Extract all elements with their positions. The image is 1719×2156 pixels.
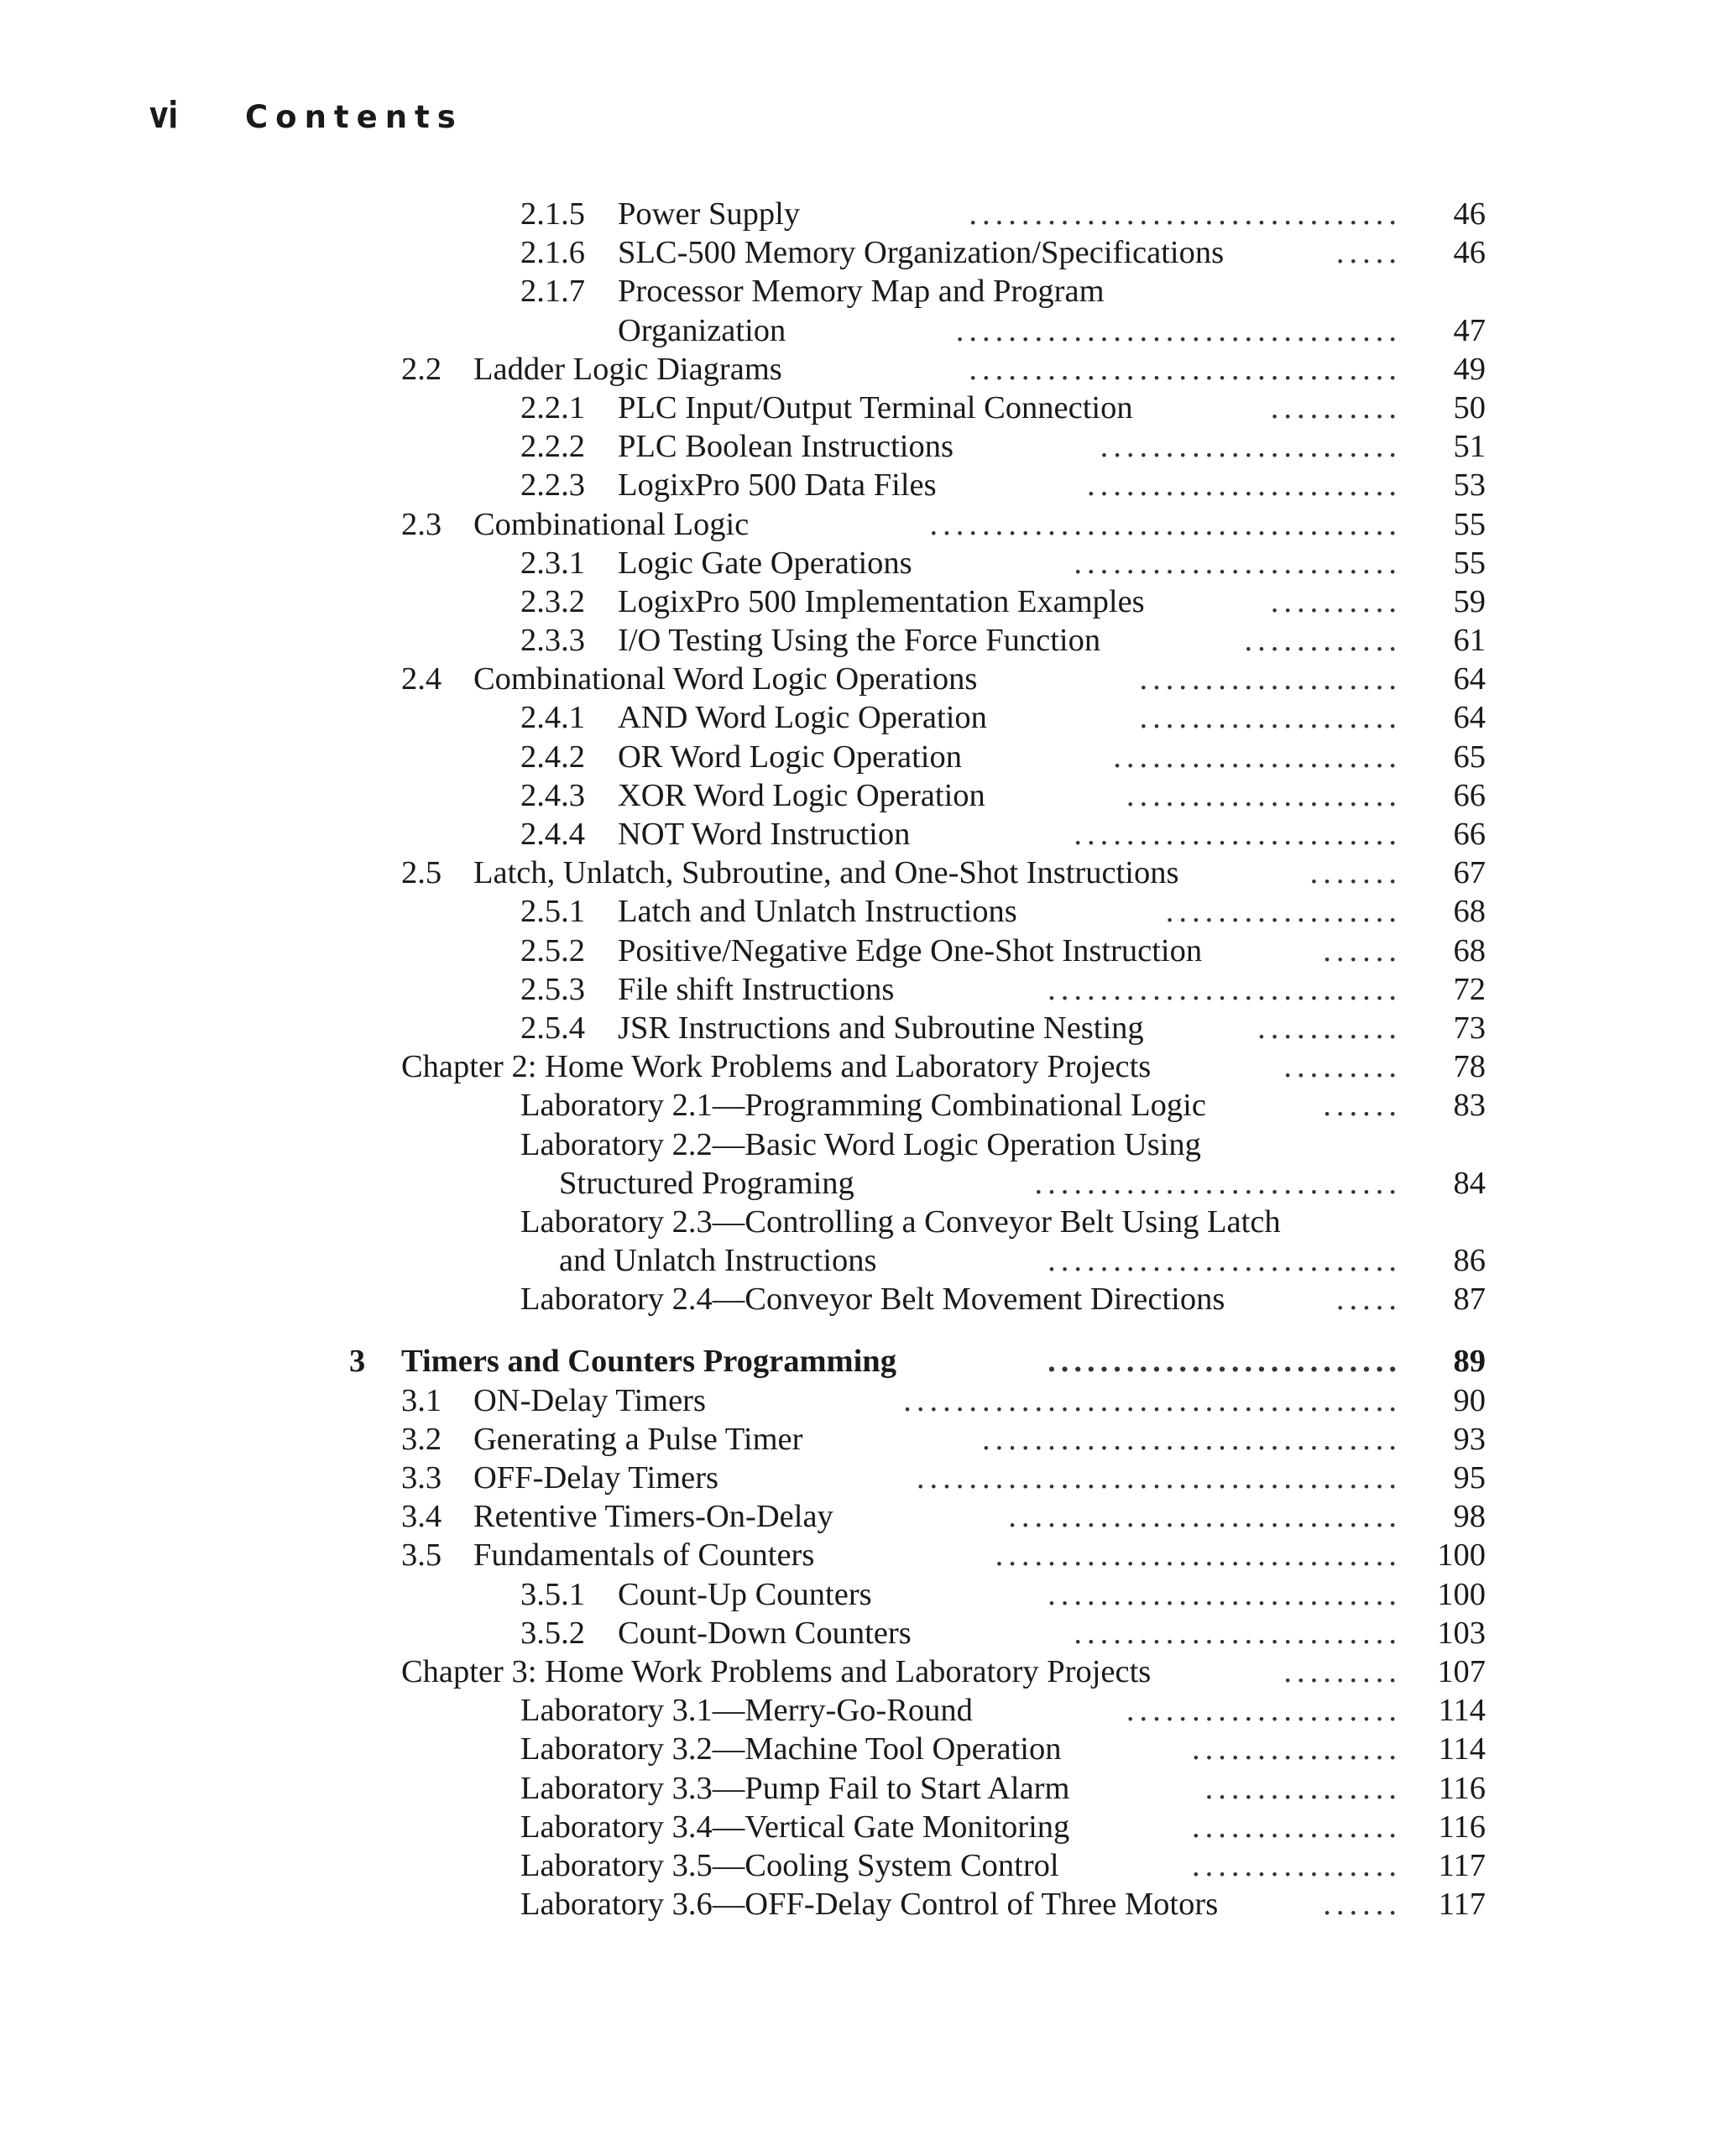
toc-entry-title: Structured Programing: [559, 1165, 854, 1201]
toc-entry[interactable]: [0, 892, 1719, 931]
toc-entry-page: 61: [1453, 623, 1486, 659]
toc-entry[interactable]: [0, 854, 1719, 892]
toc-entry-title: JSR Instructions and Subroutine Nesting: [618, 1010, 1144, 1046]
toc-entry-number: 3.5.2: [520, 1615, 585, 1651]
toc-entry-page: 117: [1438, 1887, 1486, 1923]
toc-entry-page: 83: [1453, 1088, 1486, 1124]
dot-leader: .....: [1335, 1282, 1402, 1318]
toc-entry-title: Laboratory 2.1—Programming Combinational Logic: [520, 1088, 1206, 1124]
toc-entry-title: OR Word Logic Operation: [618, 739, 962, 775]
toc-entry-title: ON-Delay Timers: [473, 1382, 706, 1418]
toc-entry-title: NOT Word Instruction: [618, 817, 911, 852]
toc-entry[interactable]: [0, 311, 1719, 350]
toc-entry[interactable]: [0, 505, 1719, 544]
toc-entry-page: 117: [1438, 1847, 1486, 1883]
toc-entry-title: I/O Testing Using the Force Function: [618, 623, 1101, 659]
dot-leader: ......: [1323, 1088, 1402, 1124]
toc-entry-page: 84: [1453, 1165, 1486, 1201]
toc-entry-number: 2.1.7: [520, 274, 585, 310]
toc-entry-page: 64: [1453, 700, 1486, 736]
toc-entry[interactable]: [0, 1652, 1719, 1691]
dot-leader: .......: [1309, 855, 1402, 891]
toc-entry-title: Processor Memory Map and Program: [618, 274, 1105, 310]
toc-entry-title: SLC-500 Memory Organization/Specifications: [618, 235, 1225, 271]
dot-leader: .........................: [1074, 1615, 1402, 1651]
toc-entry-title: Chapter 3: Home Work Problems and Laboratory Projects: [401, 1653, 1152, 1689]
toc-entry[interactable]: [0, 738, 1719, 776]
toc-entry-page: 98: [1453, 1499, 1486, 1535]
toc-entry[interactable]: [0, 1808, 1719, 1846]
dot-leader: ......: [1323, 932, 1402, 968]
dot-leader: ................................: [982, 1421, 1402, 1457]
toc-entry-title: PLC Boolean Instructions: [618, 429, 954, 465]
toc-entry-title: Timers and Counters Programming: [401, 1344, 896, 1380]
toc-entry-title: Laboratory 2.2—Basic Word Logic Operation Using: [520, 1126, 1201, 1162]
toc-entry[interactable]: [0, 1497, 1719, 1536]
dot-leader: ....................: [1139, 661, 1402, 697]
dot-leader: ...............................: [995, 1537, 1402, 1574]
toc-entry-page: 66: [1453, 777, 1486, 813]
toc-entry-page: 87: [1453, 1282, 1486, 1318]
toc-entry-page: 107: [1437, 1653, 1486, 1689]
toc-entry-number: 2.4.3: [520, 777, 585, 813]
toc-entry-title: Laboratory 3.2—Machine Tool Operation: [520, 1731, 1062, 1767]
toc-entry[interactable]: [0, 1086, 1719, 1125]
toc-entry[interactable]: [0, 815, 1719, 854]
running-head: [149, 94, 463, 137]
toc-entry-title: Power Supply: [618, 196, 801, 232]
toc-entry-page: 46: [1453, 196, 1486, 232]
toc-entry-title: and Unlatch Instructions: [559, 1243, 877, 1279]
dot-leader: ............................: [1034, 1165, 1402, 1201]
dot-leader: ....................: [1139, 700, 1402, 736]
toc-entry-page: 116: [1438, 1809, 1486, 1845]
toc-entry[interactable]: [0, 1691, 1719, 1730]
toc-entry[interactable]: [0, 1846, 1719, 1885]
toc-entry-number: 2.3.2: [520, 583, 585, 619]
toc-entry[interactable]: [0, 1885, 1719, 1924]
toc-entry-number: 2.4: [401, 661, 442, 697]
toc-entry-number: 2.2: [401, 351, 442, 387]
dot-leader: .....................................: [916, 1460, 1402, 1496]
toc-entry-title: Laboratory 2.3—Controlling a Conveyor Belt Using Latch: [520, 1203, 1281, 1240]
toc-entry-title: Laboratory 3.5—Cooling System Control: [520, 1847, 1059, 1883]
toc-entry-page: 51: [1453, 429, 1486, 465]
dot-leader: ......................................: [903, 1382, 1402, 1418]
toc-entry-number: 2.2.2: [520, 429, 585, 465]
toc-entry-title: LogixPro 500 Implementation Examples: [618, 583, 1145, 619]
toc-entry[interactable]: [0, 1164, 1719, 1203]
toc-entry[interactable]: [0, 621, 1719, 660]
toc-entry-number: 2.1.5: [520, 196, 585, 232]
dot-leader: ................: [1192, 1809, 1402, 1845]
toc-entry-page: 68: [1453, 894, 1486, 930]
toc-entry-page: 114: [1438, 1731, 1486, 1767]
toc-entry[interactable]: [0, 350, 1719, 389]
dot-leader: ......: [1323, 1887, 1402, 1923]
toc-entry[interactable]: [0, 544, 1719, 582]
toc-entry-number: 2.5.1: [520, 894, 585, 930]
toc-entry-title: Combinational Word Logic Operations: [473, 661, 978, 697]
dot-leader: ...........................: [1048, 1576, 1402, 1612]
toc-entry[interactable]: [0, 582, 1719, 621]
dot-leader: ......................: [1113, 739, 1402, 775]
toc-entry[interactable]: [0, 970, 1719, 1009]
toc-entry-title: Generating a Pulse Timer: [473, 1421, 803, 1457]
dot-leader: ........................: [1087, 467, 1402, 504]
toc-entry[interactable]: [0, 932, 1719, 970]
dot-leader: .....: [1335, 235, 1402, 271]
toc-entry-page: 55: [1453, 545, 1486, 581]
toc-entry[interactable]: [0, 1459, 1719, 1497]
toc-entry[interactable]: [0, 1125, 1719, 1164]
toc-entry[interactable]: [0, 1342, 1719, 1381]
dot-leader: ................: [1192, 1731, 1402, 1767]
dot-leader: ...........................: [1048, 1344, 1402, 1380]
toc-entry-page: 64: [1453, 661, 1486, 697]
toc-entry-page: 114: [1438, 1693, 1486, 1729]
toc-entry[interactable]: [0, 1614, 1719, 1652]
dot-leader: ..................................: [955, 312, 1402, 348]
toc-entry-page: 67: [1453, 855, 1486, 891]
dot-leader: ...........: [1257, 1010, 1402, 1046]
toc-entry-page: 53: [1453, 467, 1486, 504]
toc-entry[interactable]: [0, 698, 1719, 737]
dot-leader: ...............: [1204, 1770, 1402, 1806]
toc-entry-title: Laboratory 3.3—Pump Fail to Start Alarm: [520, 1770, 1070, 1806]
running-title: Contents: [245, 99, 463, 135]
toc-entry[interactable]: [0, 1381, 1719, 1420]
toc-entry-title: PLC Input/Output Terminal Connection: [618, 389, 1133, 425]
toc-entry-page: 66: [1453, 817, 1486, 852]
toc-entry-page: 78: [1453, 1049, 1486, 1085]
toc-entry-number: 2.1.6: [520, 235, 585, 271]
dot-leader: .......................: [1100, 429, 1402, 465]
toc-entry-number: 3.5: [401, 1537, 442, 1574]
toc-entry-number: 3.5.1: [520, 1576, 585, 1612]
toc-entry-title: Combinational Logic: [473, 506, 750, 542]
toc-entry-title: Count-Up Counters: [618, 1576, 872, 1612]
toc-entry-title: AND Word Logic Operation: [618, 700, 987, 736]
toc-entry-title: Laboratory 3.4—Vertical Gate Monitoring: [520, 1809, 1070, 1845]
toc-entry[interactable]: [0, 272, 1719, 311]
toc-entry-number: 2.5.4: [520, 1010, 585, 1046]
toc-entry-title: Latch, Unlatch, Subroutine, and One-Shot Instructions: [473, 855, 1179, 891]
toc-entry[interactable]: [0, 389, 1719, 427]
toc-entry[interactable]: [0, 195, 1719, 233]
toc-entry-title: File shift Instructions: [618, 971, 895, 1007]
toc-entry[interactable]: [0, 1730, 1719, 1768]
dot-leader: .................................: [969, 196, 1402, 232]
toc-entry-title: Fundamentals of Counters: [473, 1537, 815, 1574]
toc-entry-title: Laboratory 3.1—Merry-Go-Round: [520, 1693, 973, 1729]
toc-entry-title: Laboratory 3.6—OFF-Delay Control of Three Motors: [520, 1887, 1219, 1923]
toc-entry[interactable]: [0, 1420, 1719, 1459]
dot-leader: ...........................: [1048, 1243, 1402, 1279]
toc-entry-number: 2.5: [401, 855, 442, 891]
dot-leader: ..................: [1165, 894, 1402, 930]
toc-entry[interactable]: [0, 1536, 1719, 1574]
toc-entry-number: 2.4.1: [520, 700, 585, 736]
toc-entry-page: 95: [1453, 1460, 1486, 1496]
toc-entry-page: 68: [1453, 932, 1486, 968]
toc-entry[interactable]: [0, 660, 1719, 698]
table-of-contents: [0, 195, 1719, 1924]
toc-entry-page: 72: [1453, 971, 1486, 1007]
toc-entry-number: 2.2.1: [520, 389, 585, 425]
toc-entry-number: 2.3.3: [520, 623, 585, 659]
toc-entry-number: 2.3.1: [520, 545, 585, 581]
dot-leader: ..........: [1270, 583, 1402, 619]
toc-entry[interactable]: [0, 1009, 1719, 1047]
toc-entry-number: 3.2: [401, 1421, 442, 1457]
toc-entry-title: Retentive Timers-On-Delay: [473, 1499, 833, 1535]
toc-entry-page: 55: [1453, 506, 1486, 542]
toc-entry[interactable]: [0, 1280, 1719, 1318]
dot-leader: .....................: [1126, 1693, 1402, 1729]
toc-entry-number: 3.4: [401, 1499, 442, 1535]
toc-entry-title: Count-Down Counters: [618, 1615, 912, 1651]
toc-entry[interactable]: [0, 427, 1719, 466]
toc-entry-title: OFF-Delay Timers: [473, 1460, 719, 1496]
toc-entry-title: LogixPro 500 Data Files: [618, 467, 937, 504]
toc-entry-title: XOR Word Logic Operation: [618, 777, 985, 813]
dot-leader: ............: [1244, 623, 1402, 659]
toc-entry-title: Logic Gate Operations: [618, 545, 912, 581]
toc-entry-title: Latch and Unlatch Instructions: [618, 894, 1017, 930]
toc-entry-number: 2.4.4: [520, 817, 585, 852]
toc-entry-number: 2.3: [401, 506, 442, 542]
dot-leader: .........................: [1074, 545, 1402, 581]
toc-entry-page: 93: [1453, 1421, 1486, 1457]
toc-entry-title: Chapter 2: Home Work Problems and Laboratory Projects: [401, 1049, 1152, 1085]
toc-entry-page: 90: [1453, 1382, 1486, 1418]
toc-entry[interactable]: [0, 1203, 1719, 1241]
dot-leader: .........: [1283, 1653, 1402, 1689]
toc-entry-number: 2.5.3: [520, 971, 585, 1007]
toc-entry-page: 73: [1453, 1010, 1486, 1046]
toc-entry-page: 100: [1437, 1537, 1486, 1574]
toc-entry-page: 65: [1453, 739, 1486, 775]
dot-leader: ....................................: [929, 506, 1402, 542]
toc-entry[interactable]: [0, 1241, 1719, 1280]
toc-entry-title: Laboratory 2.4—Conveyor Belt Movement Directions: [520, 1282, 1225, 1318]
toc-entry-number: 3: [349, 1344, 366, 1380]
toc-entry-number: 2.2.3: [520, 467, 585, 504]
toc-entry-page: 116: [1438, 1770, 1486, 1806]
dot-leader: .........................: [1074, 817, 1402, 852]
toc-entry-page: 89: [1453, 1344, 1486, 1380]
toc-entry-page: 100: [1437, 1576, 1486, 1612]
toc-entry-number: 3.1: [401, 1382, 442, 1418]
toc-entry-page: 103: [1437, 1615, 1486, 1651]
dot-leader: ..............................: [1008, 1499, 1402, 1535]
toc-entry[interactable]: [0, 466, 1719, 504]
toc-entry-page: 46: [1453, 235, 1486, 271]
toc-entry-page: 86: [1453, 1243, 1486, 1279]
page-folio: vi: [149, 94, 179, 137]
toc-entry-number: 2.5.2: [520, 932, 585, 968]
toc-entry-number: 3.3: [401, 1460, 442, 1496]
toc-entry-title: Ladder Logic Diagrams: [473, 351, 782, 387]
toc-entry-title: Organization: [618, 312, 786, 348]
dot-leader: .................................: [969, 351, 1402, 387]
dot-leader: ..........: [1270, 389, 1402, 425]
dot-leader: ...........................: [1048, 971, 1402, 1007]
toc-entry[interactable]: [0, 1047, 1719, 1086]
dot-leader: ................: [1192, 1847, 1402, 1883]
toc-entry-page: 59: [1453, 583, 1486, 619]
toc-entry-title: Positive/Negative Edge One-Shot Instruction: [618, 932, 1203, 968]
dot-leader: .....................: [1126, 777, 1402, 813]
toc-entry-page: 47: [1453, 312, 1486, 348]
toc-entry-page: 50: [1453, 389, 1486, 425]
toc-entry[interactable]: [0, 233, 1719, 272]
toc-entry[interactable]: [0, 1575, 1719, 1614]
dot-leader: .........: [1283, 1049, 1402, 1085]
toc-entry[interactable]: [0, 776, 1719, 815]
toc-entry[interactable]: [0, 1769, 1719, 1808]
toc-entry-page: 49: [1453, 351, 1486, 387]
toc-entry-number: 2.4.2: [520, 739, 585, 775]
